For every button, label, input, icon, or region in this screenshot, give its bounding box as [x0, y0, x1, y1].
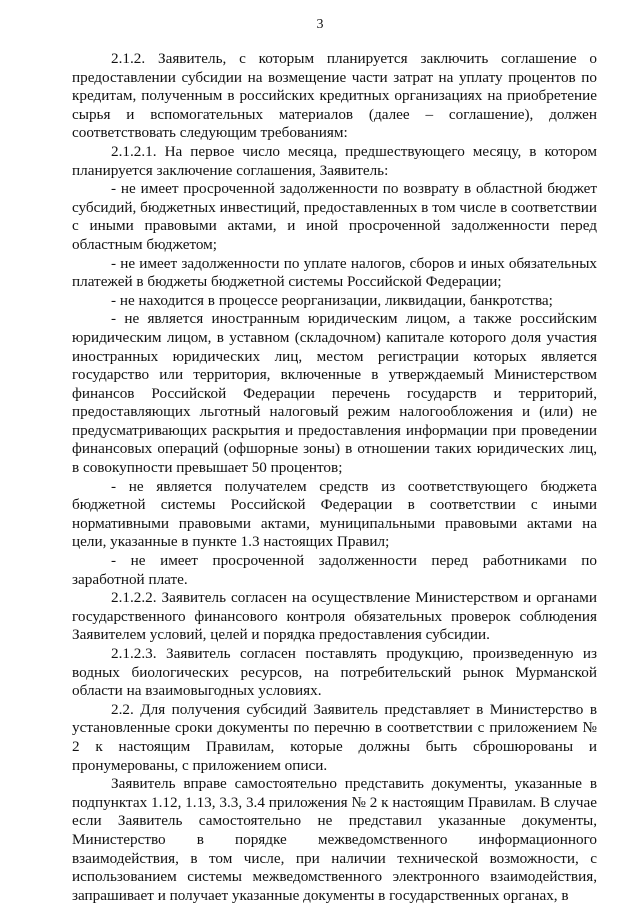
paragraph-2-1-2: 2.1.2. Заявитель, с которым планируется заключить соглашение о предоставлении субсидии на возмещение части затрат на уплату процентов по кредитам, полученным в российских кредитных организациях на приобретение сырья и вспомогательных материалов (далее – соглашение), должен соответствовать следующим требованиям:	[72, 50, 597, 142]
requirement-no-salary-debt: - не имеет просроченной задолженности перед работниками по заработной плате.	[72, 552, 597, 588]
paragraph-2-1-2-2: 2.1.2.2. Заявитель согласен на осуществление Министерством и органами государственного финансового контроля обязательных проверок соблюдения Заявителем условий, целей и порядка предоставления субсидии.	[72, 589, 597, 644]
page-number: 3	[316, 17, 324, 32]
paragraph-documents-request: Заявитель вправе самостоятельно представить документы, указанные в подпунктах 1.12, 1.13, 3.3, 3.4 приложения № 2 к настоящим Правилам. В случае если Заявитель самостоятельно не представил указанные документы, Министерство в порядке межведомственного информационного взаимодействия, в том числе, при наличии технической возможности, с использованием системы межведомственного электронного взаимодействия, запрашивает и получает указанные документы в государственных органах, в	[72, 775, 597, 904]
paragraph-2-2: 2.2. Для получения субсидий Заявитель представляет в Министерство в установленные сроки документы по перечню в соответствии с приложением № 2 к настоящим Правилам, которые должны быть сброшюрованы и пронумерованы, с приложением описи.	[72, 700, 597, 774]
requirement-no-tax-debt: - не имеет задолженности по уплате налогов, сборов и иных обязательных платежей в бюджеты бюджетной системы Российской Федерации;	[72, 254, 597, 291]
requirement-no-budget-debt: - не имеет просроченной задолженности по возврату в областной бюджет субсидий, бюджетных инвестиций, предоставленных в том числе в соответствии с иными правовыми актами, и иной просроченной задолженности перед областным бюджетом;	[72, 180, 597, 253]
paragraph-2-1-2-1: 2.1.2.1. На первое число месяца, предшествующего месяцу, в котором планируется заключение соглашения, Заявитель:	[72, 142, 597, 179]
requirement-not-foreign-entity: - не является иностранным юридическим лицом, а также российским юридическим лицом, в уставном (складочном) капитале которого доля участия иностранных юридических лиц, местом регистрации которых является государство или территория, включенные в утверждаемый Министерством финансов Российской Федерации перечень государств и территорий, предоставляющих льготный налоговый режим налогообложения и (или) не предусматривающих раскрытия и предоставления информации при проведении финансовых операций (офшорные зоны) в отношении таких юридических лиц, в совокупности превышает 50 процентов;	[72, 310, 597, 477]
paragraph-2-1-2-3: 2.1.2.3. Заявитель согласен поставлять продукцию, произведенную из водных биологических ресурсов, на потребительский рынок Мурманской области на взаимовыгодных условиях.	[72, 645, 597, 700]
requirement-not-other-funds-recipient: - не является получателем средств из соответствующего бюджета бюджетной системы Российской Федерации в соответствии с иными нормативными правовыми актами, муниципальными правовыми актами на цели, указанные в пункте 1.3 настоящих Правил;	[72, 477, 597, 551]
document-body	[72, 50, 597, 905]
requirement-no-reorganization: - не находится в процессе реорганизации, ликвидации, банкротства;	[111, 291, 553, 309]
